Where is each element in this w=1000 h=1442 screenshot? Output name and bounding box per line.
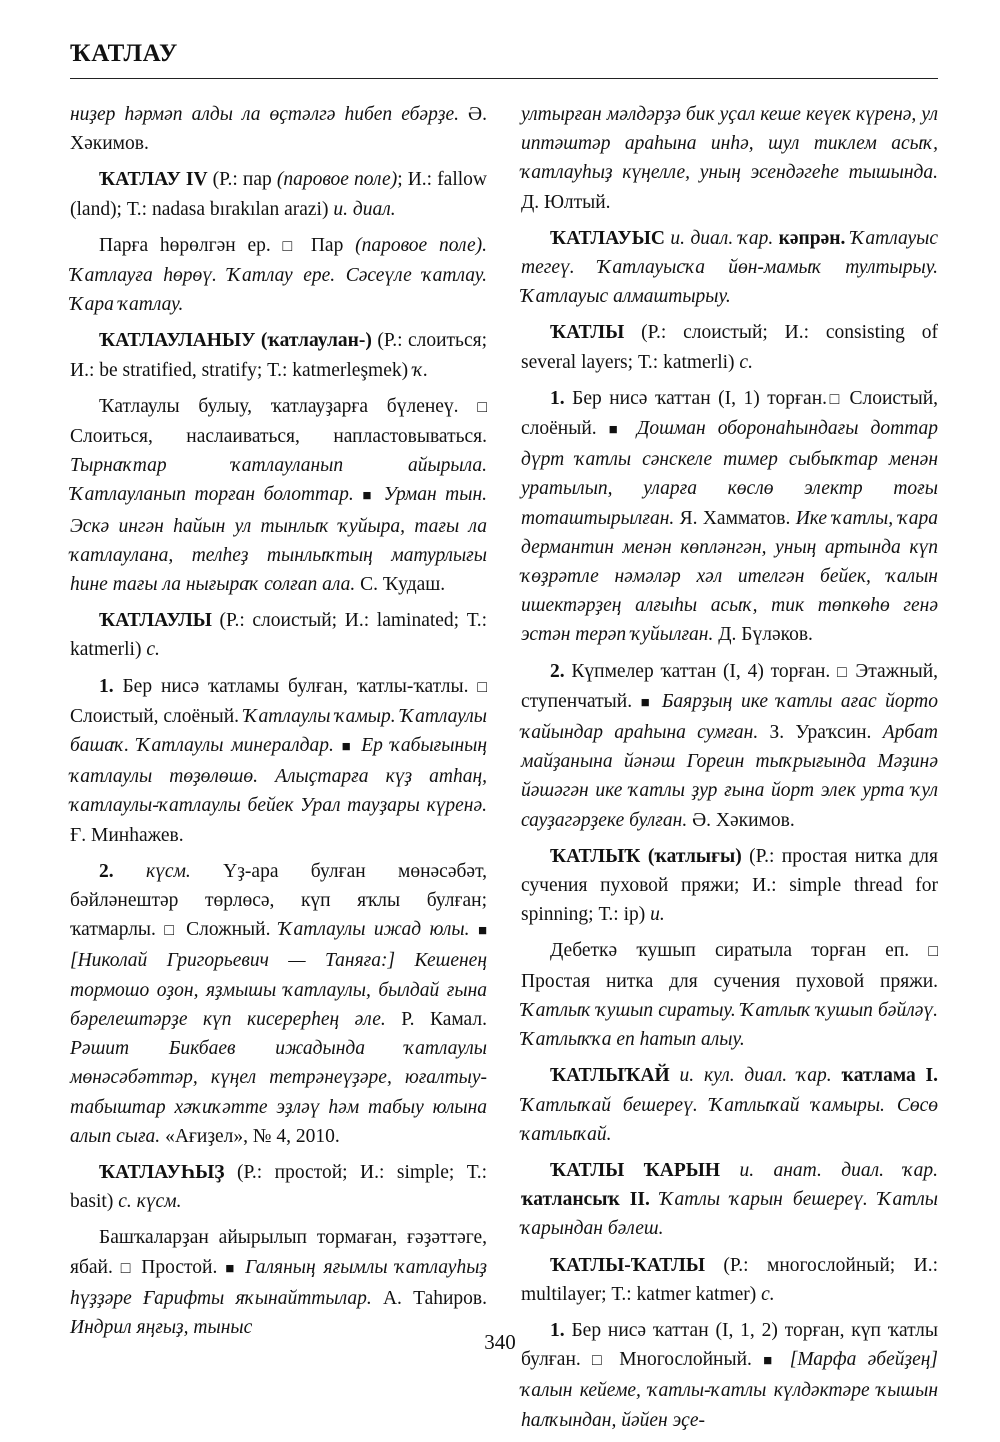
dictionary-paragraph: Ҡатлаулы булыу, ҡатлауҙарға бүленеү. □ Слоиться, наслаиваться, напластовываться. Тырнаҡтар ҡатлауланып айырыла. Ҡатлауланып торған болоттар. ■ Урман тын. Эскә ингән һайын ул тынлыҡ ҡуйыра, тағы ла ҡатлаулана, телһеҙ тынлыҡтың матурлығы һине тағы ла нығыраҡ солғап ала. С. Ҡудаш. bbox=[70, 395, 488, 596]
dictionary-paragraph: Парға һөрөлгән ер. □ Пар (паровое поле). Ҡатлауға һөрөү. Ҡатлау ере. Сәсеүле ҡатлау. Ҡара ҡатлау. bbox=[70, 234, 488, 316]
dictionary-paragraph: 2. күсм. Үҙ-ара булған мөнәсәбәт, бәйләнештәр төрлөсә, күп яҡлы булған; ҡатмарлы. □ Сложный. Ҡатлаулы ижад юлы. ■ [Николай Григорьевич — Таняға:] Кешенең тормошо оҙон, яҙмышы ҡатлаулы, былдай ғына бәрелештәрҙе күп кисерерһең әле. Р. Камал. Рәшит Бикбаев ижадында ҡатлаулы мөнәсәбәттәр, күңел тетрәнеүҙәре, юғалтыу-табыштар хәҡиҡәтте эҙләү һәм табыу юлына алып сыға. «Ағиҙел», № 4, 2010. bbox=[70, 860, 488, 1147]
page-header: ҠАТЛАУ bbox=[70, 40, 178, 67]
dictionary-paragraph: ҠАТЛАУЛЫ (Р.: слоистый; И.: laminated; Т.: katmerli) с. bbox=[70, 610, 487, 661]
dictionary-paragraph: ҠАТЛЫ ҠАРЫН и. анат. диал. ҡар. ҡатлансыҡ II. Ҡатлы ҡарын бешереү. Ҡатлы ҡарындан бәлеш. bbox=[521, 1159, 938, 1240]
dictionary-paragraph: ҠАТЛЫҠАЙ и. кул. диал. ҡар. ҡатлама I. Ҡатлыҡай бешереү. Ҡатлыҡай ҡамыры. Сөсө ҡатлыҡай. bbox=[521, 1065, 939, 1145]
dictionary-paragraph: ҠАТЛАУЫС и. диал. ҡар. кәпрән. Ҡатлауыс тегеү. Ҡатлауысҡа йөн-мамыҡ тултырыу. Ҡатлауыс алмаштырыу. bbox=[521, 227, 939, 308]
dictionary-paragraph: ҠАТЛЫҠ (ҡатлығы) (Р.: простая нитка для сучения пуховой пряжи; И.: simple thread for spinning; Т.: ip) и. bbox=[521, 845, 938, 926]
dictionary-paragraph: Дебеткә ҡушып сиратыла торған еп. □ Простая нитка для сучения пуховой пряжи. Ҡатлыҡ ҡушып сиратыу. Ҡатлыҡ ҡушып бәйләү. Ҡатлыҡҡа еп һатып алыу. bbox=[521, 940, 938, 1051]
header-rule bbox=[70, 78, 938, 79]
dictionary-paragraph: ҠАТЛАУ IV (Р.: пар (паровое поле); И.: fallow (land); Т.: nadasa bırakılan arazi) и. диал. bbox=[70, 169, 487, 220]
dictionary-paragraph: ҠАТЛЫ-ҠАТЛЫ (Р.: многослойный; И.: multilayer; Т.: katmer katmer) с. bbox=[521, 1254, 938, 1305]
dictionary-paragraph: 1. Бер нисә ҡаттан (I, 1, 2) торған, күп ҡатлы булған. □ Многослойный. ■ [Марфа әбейҙең] ҡалын кейеме, ҡатлы-ҡатлы күлдәктәре ҡышын һалҡындан, йәйен эҫе- bbox=[521, 1319, 939, 1431]
dictionary-paragraph: 2. Күпмелер ҡаттан (I, 4) торған. □ Этажный, ступенчатый. ■ Баярҙың ике ҡатлы ағас йорто ҡайындар араһына сумған. З. Ураҡсин. Арбат майҙанына йәнәш Гореин тыҡрығында Мәҙинә йәшәгән ике ҡатлы ҙур ғына йорт элек урта ҡул сауҙагәрҙеке булған. Ә. Хәкимов. bbox=[521, 660, 939, 831]
dictionary-paragraph: ҠАТЛЫ (Р.: слоистый; И.: consisting of several layers; Т.: katmerli) с. bbox=[521, 322, 938, 373]
dictionary-paragraph: 1. Бер нисә ҡаттан (I, 1) торған.□ Слоистый, слоёный. ■ Дошман оборонаһындағы доттар дүрт ҡатлы сәнскеле тимер сыбыҡтар менән уратылып, уларға көслө электр тоғы тоташтырылған. Я. Хамматов. Ике ҡатлы, ҡара дермантин менән көпләнгән, уның артында күп ҡөҙрәтле нәмәләр хәл ителгән бейек, ҡалын ишектәрҙең алғыһы асыҡ, тик төпкөһө генә эстән терәп ҡуйылған. Д. Бүләков. bbox=[521, 387, 939, 646]
dictionary-paragraph: ниҙер һәрмәп алды ла өҫтәлгә һибеп ебәрҙе. Ә. Хәкимов. bbox=[70, 104, 487, 155]
dictionary-paragraph: 1. Бер нисә ҡатламы булған, ҡатлы-ҡатлы. □ Слоистый, слоёный. Ҡатлаулы ҡамыр. Ҡатлаулы башаҡ. Ҡатлаулы минералдар. ■ Ер ҡабығының ҡатлаулы төҙөлөшө. Алыҫтарға күҙ атһаң, ҡатлаулы-ҡатлаулы бейек Урал тауҙары күренә. Ғ. Минһажев. bbox=[70, 675, 488, 846]
dictionary-paragraph: ҠАТЛАУҺЫҘ (Р.: простой; И.: simple; Т.: basit) с. күсм. bbox=[70, 1161, 487, 1213]
left-column bbox=[70, 100, 487, 1349]
dictionary-paragraph: Башҡаларҙан айырылып тормаған, ғәҙәттәге, ябай. □ Простой. ■ Галяның яғымлы ҡатлауһыҙ һүҙҙәре Ғарифты яҡынайттылар. А. Таһиров. Индрил яңғыҙ, тыныс bbox=[70, 1227, 488, 1338]
page-number: 340 bbox=[484, 1330, 516, 1354]
dictionary-paragraph: ҠАТЛАУЛАНЫУ (ҡатлаулан-) (Р.: слоиться; И.: be stratified, stratify; Т.: katmerleşmek) ҡ. bbox=[70, 330, 487, 381]
right-column bbox=[521, 100, 938, 1442]
dictionary-paragraph: ултырған мәлдәрҙә бик уҫал кеше кеүек күренә, ул иптәштәр араһына инһә, шул тиклем асыҡ, ҡатлауһыҙ күңелле, уның эсендәгеһе тышында. Д. Юлтый. bbox=[521, 104, 938, 213]
